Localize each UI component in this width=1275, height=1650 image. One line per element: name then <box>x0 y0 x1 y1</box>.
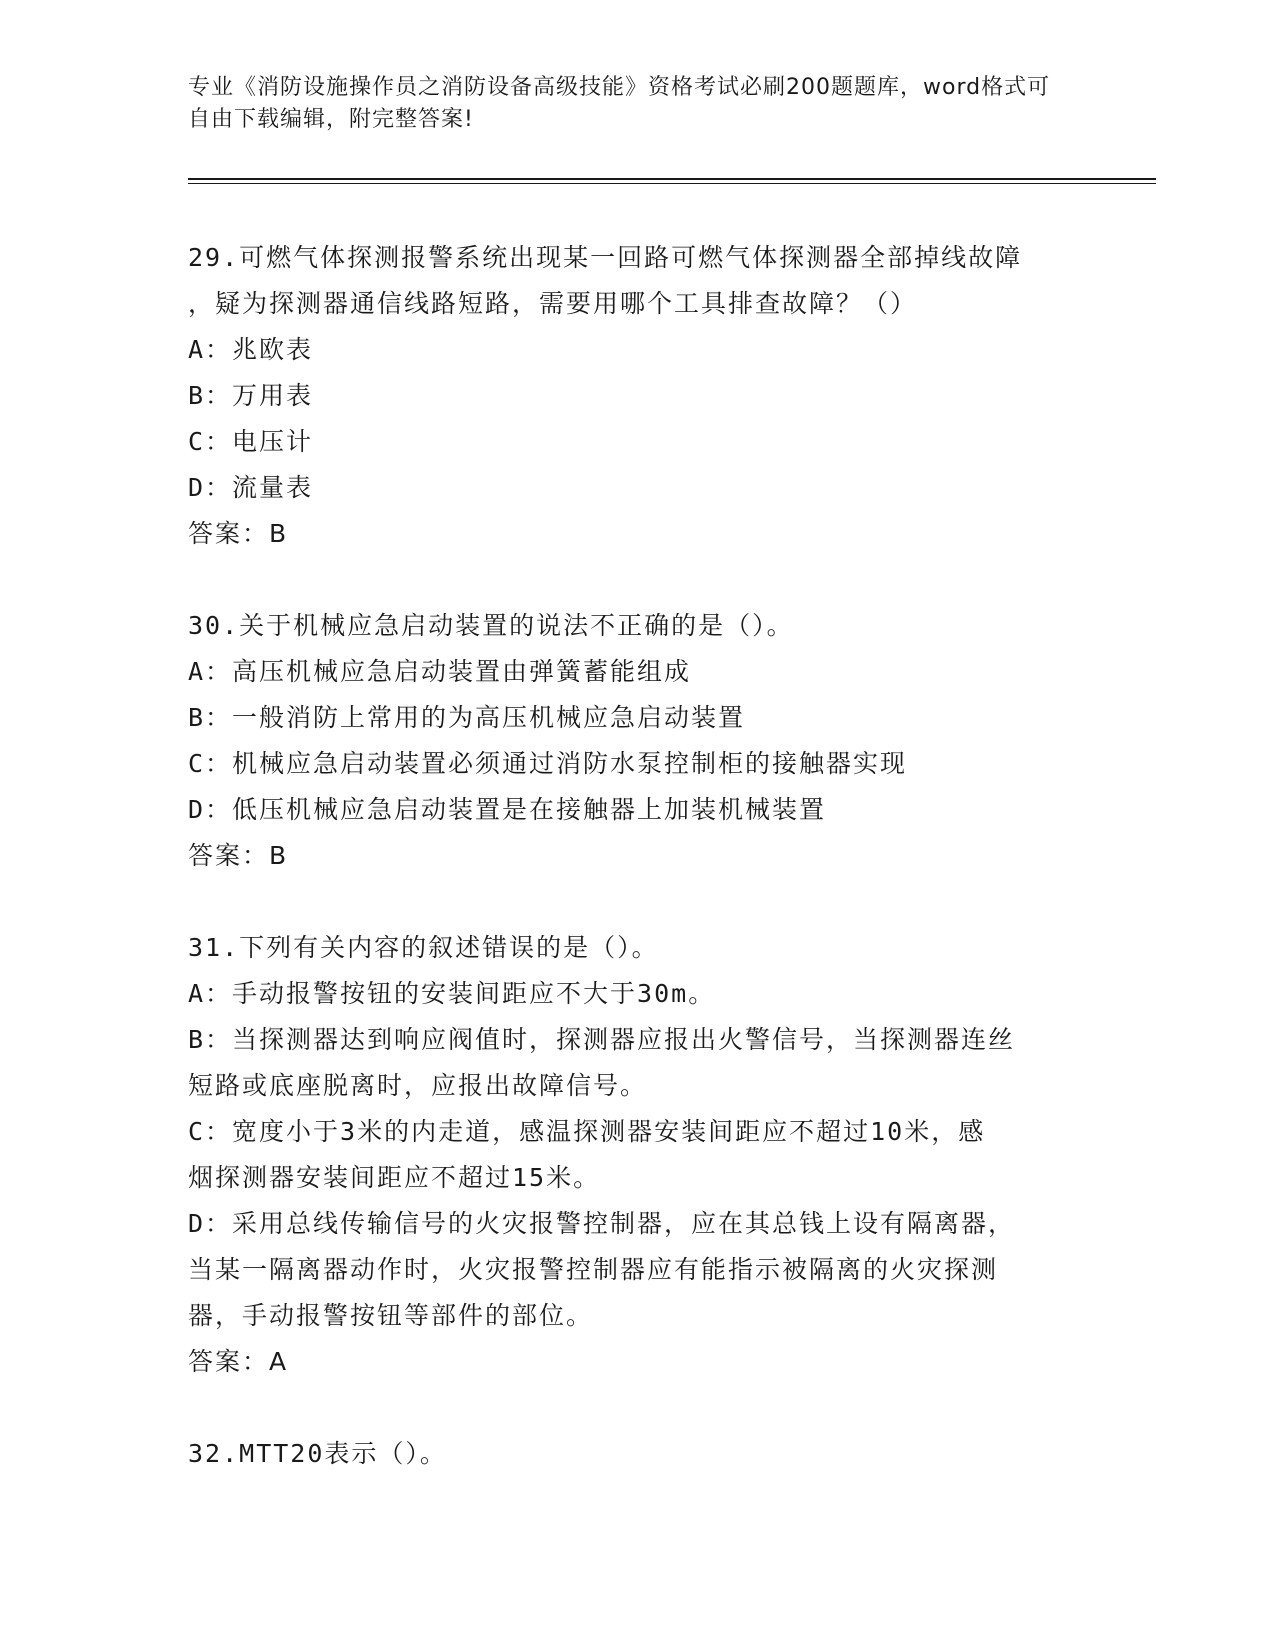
answer-option-line: A：高压机械应急启动装置由弹簧蓄能组成 <box>188 657 692 686</box>
question-stem-line: 30.关于机械应急启动装置的说法不正确的是（）。 <box>188 611 794 640</box>
answer-option-line: A：手动报警按钮的安装间距应不大于30m。 <box>188 979 716 1008</box>
answer-option-line: 当某一隔离器动作时，火灾报警控制器应有能指示被隔离的火灾探测 <box>188 1255 999 1284</box>
answer-option-line: B：万用表 <box>188 381 314 410</box>
question-block <box>188 1431 1108 1477</box>
answer-option-line: D：低压机械应急启动装置是在接触器上加装机械装置 <box>188 795 827 824</box>
question-stem-line: ，疑为探测器通信线路短路，需要用哪个工具排查故障？（） <box>188 289 918 318</box>
document-header: 专业《消防设施操作员之消防设备高级技能》资格考试必刷200题题库，word格式可自由下载编辑，附完整答案! <box>188 75 1051 132</box>
answer-option-line: D：采用总线传输信号的火灾报警控制器，应在其总钱上设有隔离器， <box>188 1209 1016 1238</box>
question-block <box>188 235 1108 557</box>
answer-key: 答案：B <box>188 519 289 548</box>
answer-option-line: C：电压计 <box>188 427 314 456</box>
answer-key: 答案：B <box>188 841 289 870</box>
answer-option-line: B：当探测器达到响应阀值时，探测器应报出火警信号，当探测器连丝 <box>188 1025 1016 1054</box>
answer-option-line: 短路或底座脱离时，应报出故障信号。 <box>188 1071 648 1100</box>
question-list <box>188 235 1108 1523</box>
question-stem-line: 29.可燃气体探测报警系统出现某一回路可燃气体探测器全部掉线故障 <box>188 243 1023 272</box>
question-stem-line: 31.下列有关内容的叙述错误的是（）。 <box>188 933 659 962</box>
question-block <box>188 925 1108 1385</box>
question-stem-line: 32.MTT20表示（）。 <box>188 1439 447 1468</box>
answer-option-line: B：一般消防上常用的为高压机械应急启动装置 <box>188 703 746 732</box>
answer-option-line: C：机械应急启动装置必须通过消防水泵控制柜的接触器实现 <box>188 749 908 778</box>
header-divider-thin <box>188 183 1156 184</box>
answer-option-line: C：宽度小于3米的内走道，感温探测器安装间距应不超过10米，感 <box>188 1117 986 1146</box>
answer-option-line: 器，手动报警按钮等部件的部位。 <box>188 1301 594 1330</box>
answer-option-line: D：流量表 <box>188 473 314 502</box>
answer-key: 答案：A <box>188 1347 289 1376</box>
header-divider-thick <box>188 178 1156 180</box>
question-block <box>188 603 1108 879</box>
answer-option-line: A：兆欧表 <box>188 335 314 364</box>
answer-option-line: 烟探测器安装间距应不超过15米。 <box>188 1163 601 1192</box>
